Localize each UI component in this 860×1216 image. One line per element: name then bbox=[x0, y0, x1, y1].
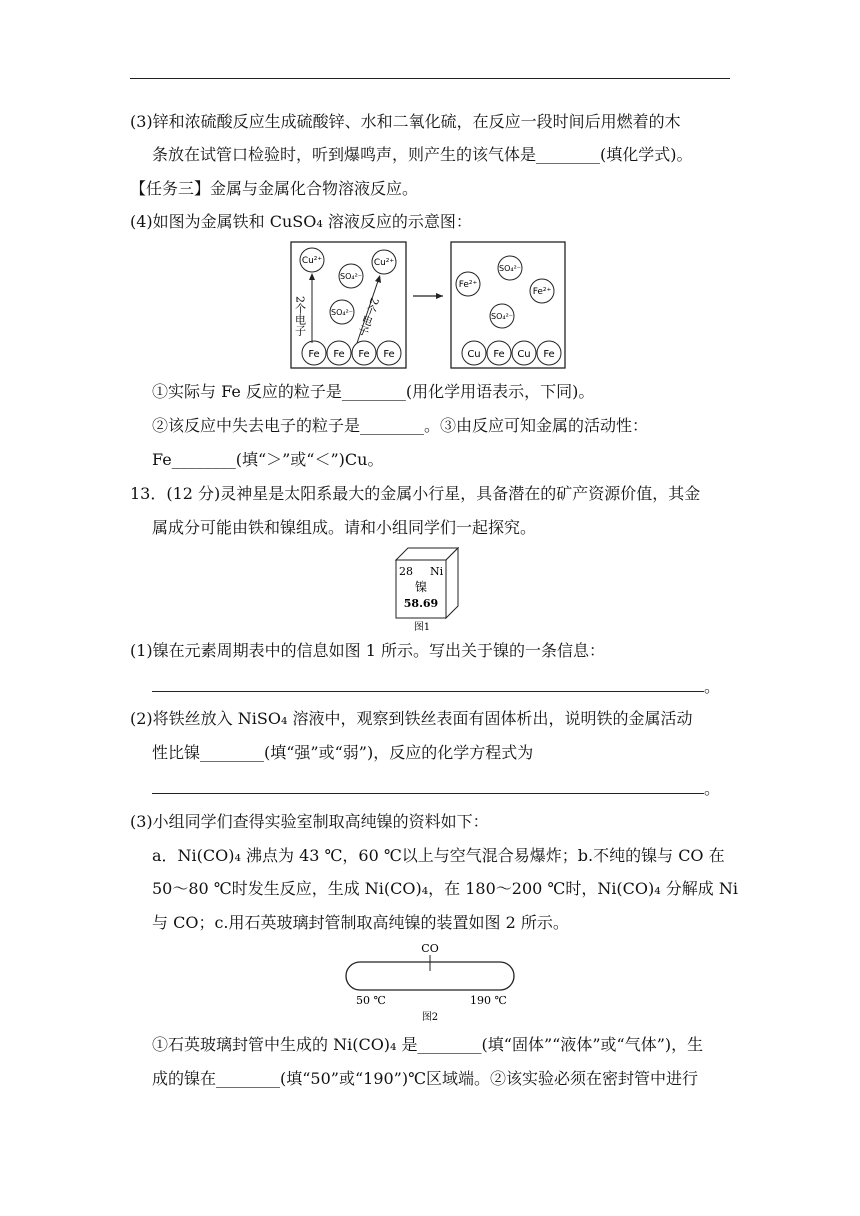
metal-atom: Fe bbox=[543, 349, 555, 360]
text-line: 与 CO；c.用石英玻璃封管制取高纯镍的装置如图 2 所示。 bbox=[152, 913, 569, 932]
text-line: 50～80 ℃时发生反应，生成 Ni(CO)₄，在 180～200 ℃时，Ni(CO)₄ 分解成 Ni bbox=[152, 879, 738, 898]
text-line: 属成分可能由铁和镍组成。请和小组同学们一起探究。 bbox=[152, 518, 537, 537]
ion-label: Cu²⁺ bbox=[373, 258, 395, 268]
left-temp-label: 50 ℃ bbox=[356, 994, 386, 1007]
ion-label: Fe²⁺ bbox=[458, 280, 478, 290]
electron-label: 2个电子 bbox=[355, 295, 382, 338]
text-line: (4)如图为金属铁和 CuSO₄ 溶液反应的示意图： bbox=[130, 212, 472, 231]
text-line: (1)镍在元素周期表中的信息如图 1 所示。写出关于镍的一条信息： bbox=[130, 641, 606, 660]
ion-label: SO₄²⁻ bbox=[339, 272, 363, 281]
electron-label: 2个电子 bbox=[293, 296, 307, 336]
figure-caption: 图1 bbox=[413, 622, 431, 632]
text-line: ①石英玻璃封管中生成的 Ni(CO)₄ 是________(填“固体”“液体”或“气体”)，生 bbox=[152, 1035, 704, 1054]
answer-line: 。 bbox=[152, 676, 720, 698]
atomic-number: 28 bbox=[399, 565, 413, 578]
text-line: 【任务三】金属与金属化合物溶液反应。 bbox=[130, 179, 419, 198]
text-line: 条放在试管口检验时，听到爆鸣声，则产生的该气体是________(填化学式)。 bbox=[152, 145, 693, 164]
metal-atom: Cu bbox=[517, 349, 531, 360]
header-rule bbox=[130, 78, 730, 79]
element-symbol: Ni bbox=[430, 565, 444, 578]
sealed-tube-figure bbox=[340, 938, 520, 1026]
answer-blank[interactable] bbox=[152, 677, 704, 692]
text-line: (3)锌和浓硫酸反应生成硫酸锌、水和二氧化硫，在反应一段时间后用燃着的木 bbox=[130, 112, 681, 131]
text-line: 13．(12 分)灵神星是太阳系最大的金属小行星，具备潜在的矿产资源价值，其金 bbox=[130, 484, 701, 503]
gas-label: CO bbox=[421, 942, 439, 955]
text-line: ②该反应中失去电子的粒子是________。③由反应可知金属的活动性： bbox=[152, 416, 649, 435]
text-line: ①实际与 Fe 反应的粒子是________(用化学用语表示，下同)。 bbox=[152, 382, 595, 401]
fe-atom: Fe bbox=[333, 349, 345, 360]
text-line: Fe________(填“＞”或“＜”)Cu。 bbox=[152, 450, 384, 469]
figure-caption: 图2 bbox=[421, 1012, 439, 1023]
fe-atom: Fe bbox=[383, 349, 395, 360]
text-line: (2)将铁丝放入 NiSO₄ 溶液中，观察到铁丝表面有固体析出，说明铁的金属活动 bbox=[130, 709, 693, 728]
ion-label: Cu²⁺ bbox=[301, 256, 323, 266]
text-line: (3)小组同学们查得实验室制取高纯镍的资料如下： bbox=[130, 812, 489, 831]
answer-blank[interactable] bbox=[152, 779, 704, 794]
element-name: 镍 bbox=[414, 580, 428, 594]
ion-label: SO₄²⁻ bbox=[330, 308, 354, 317]
answer-line: 。 bbox=[152, 778, 720, 800]
ion-label: SO₄²⁻ bbox=[498, 264, 522, 273]
fe-atom: Fe bbox=[358, 349, 370, 360]
right-temp-label: 190 ℃ bbox=[470, 994, 507, 1007]
metal-atom: Cu bbox=[467, 349, 481, 360]
atomic-mass: 58.69 bbox=[403, 597, 439, 610]
text-line: 性比镍________(填“强”或“弱”)，反应的化学方程式为 bbox=[152, 743, 534, 762]
text-line: a．Ni(CO)₄ 沸点为 43 ℃，60 ℃以上与空气混合易爆炸；b.不纯的镍与 CO 在 bbox=[152, 846, 725, 865]
reaction-diagram bbox=[285, 238, 575, 372]
ion-label: Fe²⁺ bbox=[532, 287, 552, 297]
text-line: 成的镍在________(填“50”或“190”)℃区域端。②该实验必须在密封管中进行 bbox=[152, 1069, 699, 1088]
ion-label: SO₄²⁻ bbox=[490, 312, 514, 321]
fe-atom: Fe bbox=[308, 349, 320, 360]
element-tile-figure bbox=[394, 544, 468, 632]
metal-atom: Fe bbox=[493, 349, 505, 360]
